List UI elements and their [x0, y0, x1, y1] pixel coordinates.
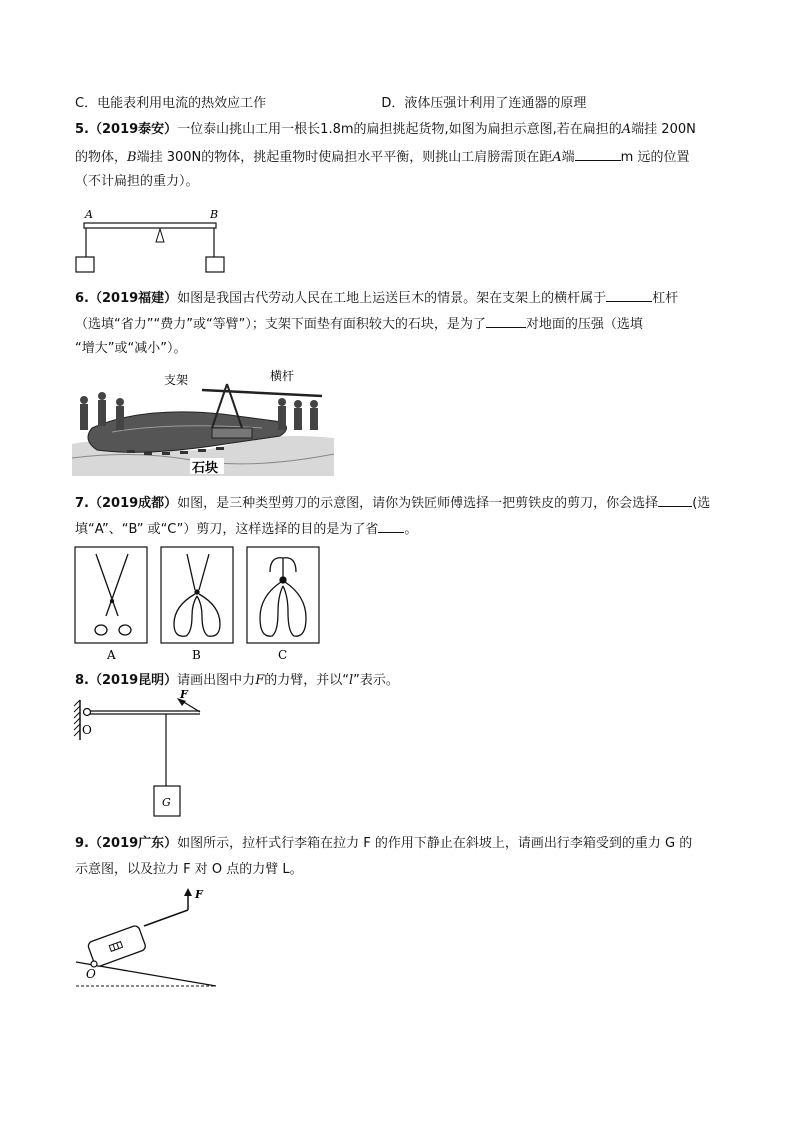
q9-number: 9. — [75, 836, 89, 851]
label-g: G — [162, 796, 171, 809]
q7-scissors-diagram — [74, 546, 322, 664]
q5-source: （2019泰安） — [88, 122, 178, 137]
pole-bar — [84, 223, 216, 228]
q6-blank-1[interactable] — [606, 288, 652, 302]
q7-number: 7. — [75, 496, 89, 511]
q6-blank-2[interactable] — [486, 314, 526, 328]
q8-line-1: 8.（2019昆明）请画出图中力F的力臂，并以“l”表示。 — [75, 673, 399, 688]
q4-options — [75, 95, 586, 113]
scissors-b-box — [161, 547, 233, 643]
pivot-o — [84, 709, 91, 716]
fulcrum-triangle — [156, 229, 164, 242]
q4-option-d: D．液体压强计利用了连通器的原理 — [381, 96, 587, 111]
stone-block — [212, 428, 252, 438]
q6-line-2: （选填“省力”“费力”或“等臂”）；支架下面垫有面积较大的石块，是为了 对地面的压强（选填 — [75, 314, 643, 334]
q5-line-1: 5.（2019泰安）一位泰山挑山工用一根长1.8m的扁担挑起货物,如图为扁担示意图,若在扁担的A端挂 200N — [75, 122, 696, 137]
label-b: B — [192, 648, 201, 662]
q6-line-3: “增大”或“减小”）。 — [75, 341, 187, 356]
label-bar: 横杆 — [270, 369, 295, 383]
wall-hatching — [74, 700, 80, 736]
q7-blank-2[interactable] — [378, 519, 404, 533]
q7-source: （2019成都） — [88, 496, 178, 511]
q6-source: （2019福建） — [88, 291, 178, 306]
q5-pole-diagram — [70, 205, 240, 277]
q6-line-1: 6.（2019福建）如图是我国古代劳动人民在工地上运送巨木的情景。架在支架上的横杆属于 杠杆 — [75, 288, 678, 308]
q7-line-2: 填“A”、“B” 或“C”）剪刀，这样选择的目的是为了省 。 — [75, 519, 417, 539]
q4-option-c: C．电能表利用电流的热效应工作 — [75, 96, 267, 111]
q5-number: 5. — [75, 122, 89, 137]
label-o: O — [82, 723, 92, 737]
q5-line-2: 的物体，B端挂 300N的物体，挑起重物时使扁担水平平衡，则挑山工肩膀需顶在距A端 m 远的位置 — [75, 147, 689, 167]
label-a: A — [85, 208, 93, 221]
q9-luggage-diagram — [72, 890, 222, 990]
q9-line-2: 示意图，以及拉力 F 对 O 点的力臂 L。 — [75, 862, 303, 877]
label-f: F — [195, 888, 203, 901]
q6-number: 6. — [75, 291, 89, 306]
q8-source: （2019昆明） — [88, 673, 178, 688]
label-c: C — [278, 648, 288, 662]
label-a: A — [107, 648, 116, 662]
q5-line-3: （不计扁担的重力）。 — [75, 174, 199, 189]
q6-log-transport-illustration — [72, 366, 334, 476]
q5-answer-blank[interactable] — [575, 147, 621, 161]
label-b: B — [210, 208, 219, 221]
force-line — [182, 701, 200, 712]
pull-handle — [144, 910, 188, 926]
label-stone: 石块 — [192, 461, 219, 476]
q8-number: 8. — [75, 673, 89, 688]
q9-source: （2019广东） — [88, 836, 178, 851]
right-load — [206, 257, 224, 272]
label-support: 支架 — [164, 373, 189, 387]
q8-lever-diagram — [70, 688, 210, 822]
q7-line-1: 7.（2019成都）如图，是三种类型剪刀的示意图，请你为铁匠师傅选择一把剪铁皮的剪刀，你会选择 (选 — [75, 493, 710, 513]
q7-blank-1[interactable] — [658, 493, 692, 507]
force-arrowhead — [184, 888, 192, 896]
q9-line-1: 9.（2019广东）如图所示，拉杆式行李箱在拉力 F 的作用下静止在斜坡上，请画出行李箱受到的重力 G 的 — [75, 836, 693, 851]
label-f: F — [180, 688, 188, 701]
label-o: O — [86, 967, 96, 981]
left-load — [76, 257, 94, 272]
